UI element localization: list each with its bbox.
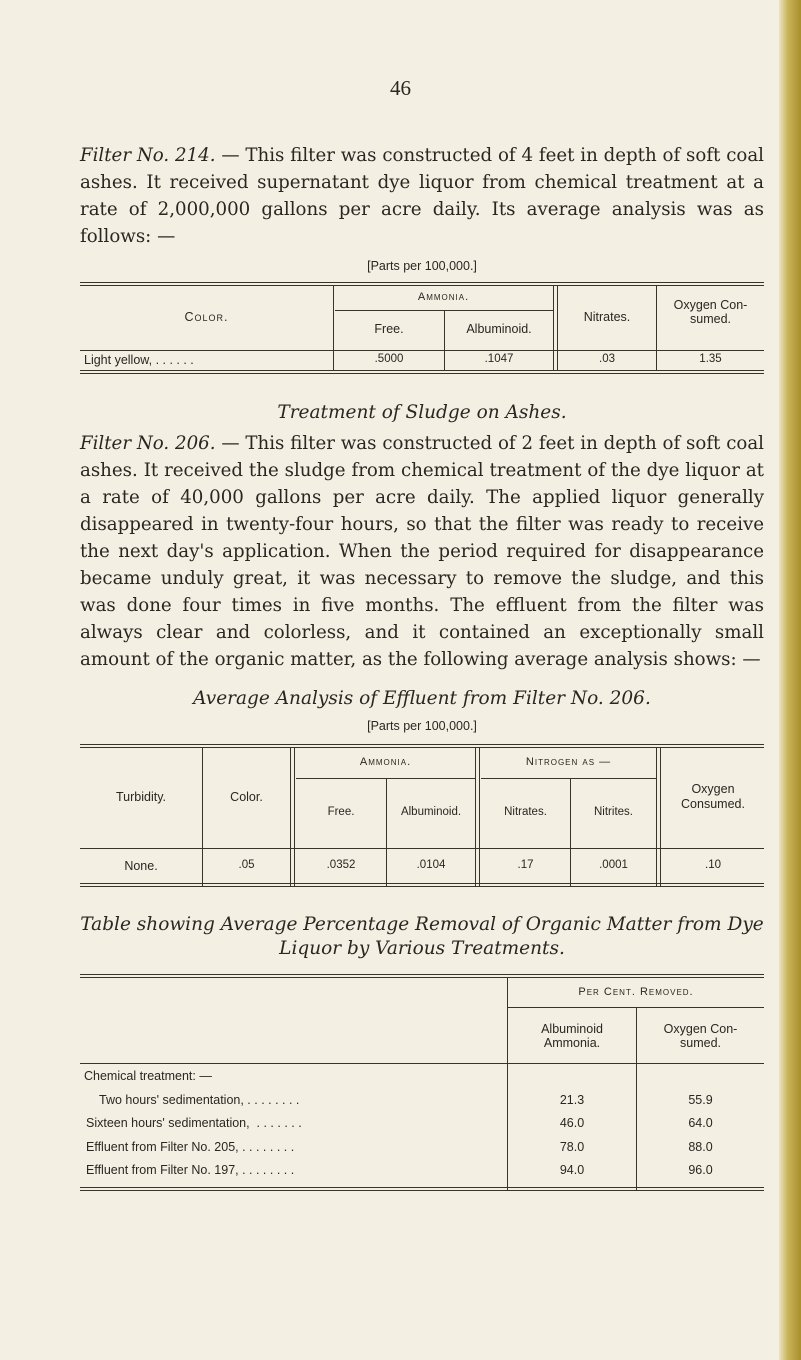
table3-row-albuminoid: 78.0 xyxy=(559,1140,585,1154)
table2-vline xyxy=(290,748,295,886)
table2-row-nitrites: .0001 xyxy=(599,859,628,871)
table3-row-albuminoid: 94.0 xyxy=(559,1163,585,1177)
table3-rule xyxy=(80,1187,764,1188)
table1-top-rule xyxy=(80,282,764,283)
paragraph-filter-206 xyxy=(80,430,764,673)
table3-row-label: Effluent from Filter No. 197, . . . . . . . . xyxy=(86,1163,295,1177)
table1-row-free: .5000 xyxy=(374,353,404,365)
table2-heading: Average Analysis of Effluent from Filter No. 206. xyxy=(193,688,651,709)
table3-bottom-rule xyxy=(80,1190,764,1191)
table1-row-color: Light yellow, . . . . . . xyxy=(84,353,194,367)
table2-row-color: .05 xyxy=(238,859,255,871)
filter-206-text: — This filter was constructed of 2 feet in depth of soft coal ashes. It received the sludge from chemical treatment of the dye liquor at a rate of 40,000 gallons per acre daily. The applied liquor generally disappeared in twenty-four hours, so that the filter was ready to receive the next day's application. When the period required for disappearance became unduly great, it was necessary to remove the sludge, and this was done four times in five months. The effluent from the filter was always clear and colorless, and it contained an exceptionally small amount of the organic matter, as the following average analysis shows: — xyxy=(80,433,764,670)
table2-vline xyxy=(475,748,480,886)
table3-row-oxygen: 88.0 xyxy=(688,1140,713,1154)
table3-row-label: Sixteen hours' sedimentation, . . . . . . . xyxy=(86,1116,302,1130)
table1-row-albuminoid: .1047 xyxy=(484,353,514,365)
table1-header-nitrates: Nitrates. xyxy=(583,310,631,324)
table1-header-ammonia: Ammonia. xyxy=(417,291,470,303)
table3-header-albuminoid-ammonia: Albuminoid Ammonia. xyxy=(541,1022,603,1050)
table3-row-label: Two hours' sedimentation, . . . . . . . . xyxy=(99,1093,300,1107)
table2-note: [Parts per 100,000.] xyxy=(367,719,477,733)
filter-214-text: — This filter was constructed of 4 feet in depth of soft coal ashes. It received supernatant dye liquor from chemical treatment at a rate of 2,000,000 gallons per acre daily. Its average analysis was as follows: — xyxy=(80,145,764,247)
table3-top-rule-2 xyxy=(80,977,764,978)
table2-row-oxygen: .10 xyxy=(705,859,721,871)
table2-rule xyxy=(80,883,764,884)
table2-bottom-rule xyxy=(80,886,764,887)
table1-bottom-rule xyxy=(80,373,764,374)
filter-206-title: Filter No. 206. xyxy=(80,433,216,454)
table3-row-albuminoid: 46.0 xyxy=(559,1116,585,1130)
table2-row-nitrates: .17 xyxy=(517,859,534,871)
table3-row-oxygen: 96.0 xyxy=(688,1163,713,1177)
table2-header-nitrates: Nitrates. xyxy=(504,806,547,818)
table3-rule xyxy=(80,1063,764,1064)
paragraph-filter-214 xyxy=(80,142,764,250)
table1-row-nitrates: .03 xyxy=(599,353,615,365)
table3-rule xyxy=(508,1007,764,1008)
table1-header-oxygen: Oxygen Con- sumed. xyxy=(673,298,748,326)
table2-rule xyxy=(80,848,764,849)
table1-header-free: Free. xyxy=(374,322,404,336)
table3-row-label: Effluent from Filter No. 205, . . . . . . . . xyxy=(86,1140,295,1154)
table3-vline xyxy=(507,978,508,1190)
filter-214-title: Filter No. 214. xyxy=(80,145,216,166)
table2-header-albuminoid: Albuminoid. xyxy=(400,806,462,818)
table2-header-color: Color. xyxy=(230,790,263,804)
page-edge xyxy=(779,0,801,1360)
table2-row-turbidity: None. xyxy=(124,859,158,873)
table1-top-rule-2 xyxy=(80,285,764,286)
table3-header-per-cent-removed: Per Cent. Removed. xyxy=(578,986,694,998)
table3-row-oxygen: 55.9 xyxy=(688,1093,713,1107)
table3-heading: Table showing Average Percentage Removal of Organic Matter from Dye Liquor by Various Treatments. xyxy=(80,914,764,959)
table2-rule xyxy=(481,778,656,779)
table1-rule xyxy=(80,350,764,351)
section-heading: Treatment of Sludge on Ashes. xyxy=(277,402,567,423)
table2-header-nitrites: Nitrites. xyxy=(594,806,633,818)
table1-header-albuminoid: Albuminoid. xyxy=(466,322,532,336)
table2-row-albuminoid: .0104 xyxy=(416,859,446,871)
table1-row-oxygen: 1.35 xyxy=(699,353,722,365)
table1-note: [Parts per 100,000.] xyxy=(367,259,477,273)
table2-header-ammonia: Ammonia. xyxy=(359,756,412,768)
table2-header-free: Free. xyxy=(327,806,355,818)
table3-top-rule xyxy=(80,974,764,975)
table2-header-nitrogen-as: Nitrogen as — xyxy=(525,756,612,768)
table2-row-free: .0352 xyxy=(326,859,356,871)
table1-header-color: Color. xyxy=(184,310,229,324)
table2-top-rule xyxy=(80,744,764,745)
table2-top-rule-2 xyxy=(80,747,764,748)
table1-rule xyxy=(335,310,553,311)
table2-header-oxygen: Oxygen Consumed. xyxy=(681,782,745,811)
table2-header-turbidity: Turbidity. xyxy=(115,790,166,804)
table3-row-albuminoid: 21.3 xyxy=(559,1093,585,1107)
table2-rule xyxy=(296,778,475,779)
table3-header-oxygen-consumed: Oxygen Con- sumed. xyxy=(663,1022,738,1050)
table3-group-label: Chemical treatment: — xyxy=(84,1069,212,1083)
table2-vline xyxy=(656,748,661,886)
table3-row-oxygen: 64.0 xyxy=(688,1116,713,1130)
page-number: 46 xyxy=(390,76,411,100)
table1-rule xyxy=(80,370,764,371)
